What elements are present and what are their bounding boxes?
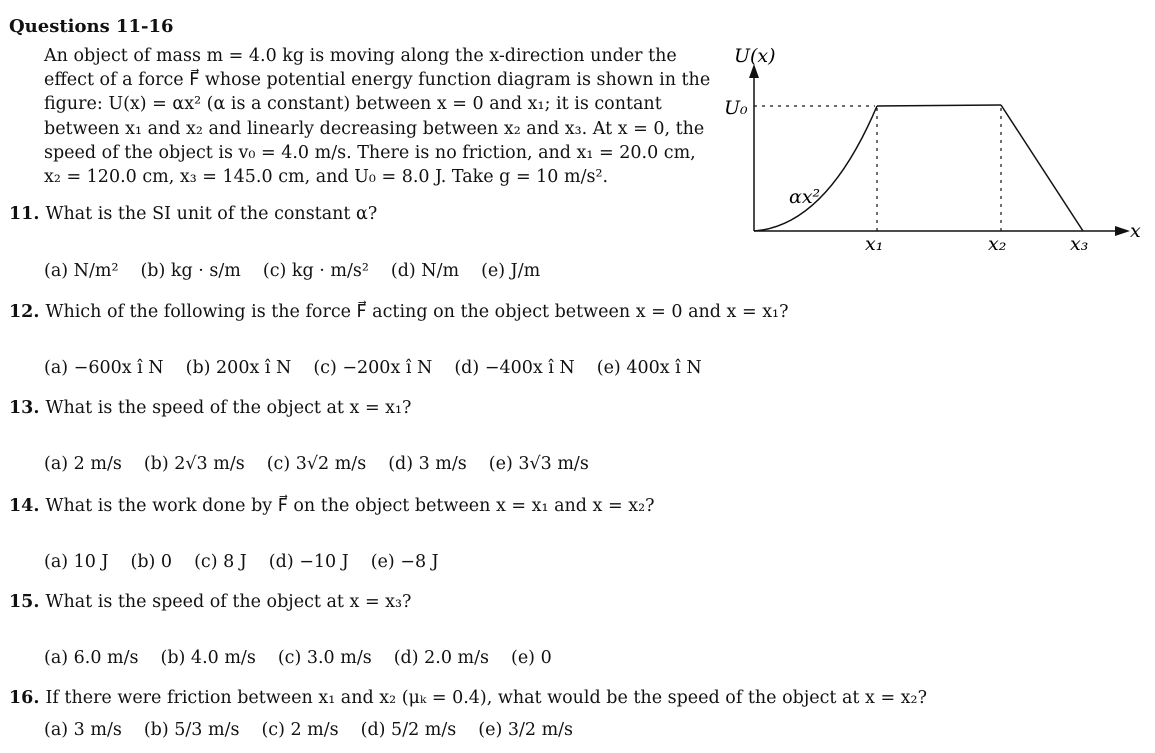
options-14 [44, 552, 461, 572]
question-13 [9, 398, 411, 418]
intro-line: An object of mass m = 4.0 kg is moving along the x-direction under the [44, 46, 677, 66]
intro-line: speed of the object is v₀ = 4.0 m/s. There is no friction, and x₁ = 20.0 cm, [44, 142, 696, 163]
x3-label: x₃ [1070, 233, 1089, 255]
question-number: 11. [9, 204, 40, 224]
question-11 [9, 204, 377, 224]
question-number: 14. [9, 496, 40, 516]
parabola-curve [754, 106, 877, 231]
x1-label: x₁ [865, 233, 884, 255]
question-14 [9, 496, 654, 516]
x-axis-label: x [1130, 220, 1141, 242]
option[interactable]: (c) 3√2 m/s [266, 454, 367, 474]
option[interactable]: (d) 3 m/s [388, 454, 467, 474]
option[interactable]: (c) 8 J [194, 552, 247, 572]
option[interactable]: (e) 0 [511, 648, 552, 668]
question-text: Which of the following is the force F⃗ acting on the object between x = 0 and x = x₁? [45, 302, 789, 322]
x-axis-arrow-icon [1115, 226, 1130, 236]
option[interactable]: (c) 2 m/s [261, 720, 339, 740]
question-12 [9, 302, 788, 322]
option[interactable]: (a) 6.0 m/s [44, 648, 139, 668]
question-16 [9, 688, 927, 708]
option[interactable]: (d) 5/2 m/s [360, 720, 457, 740]
section-header: Questions 11-16 [9, 16, 174, 37]
u0-label: U₀ [724, 97, 748, 119]
option[interactable]: (a) 2 m/s [44, 454, 122, 474]
option[interactable]: (b) 0 [130, 552, 173, 572]
y-axis-label: U(x) [734, 45, 776, 67]
decreasing-segment [1001, 105, 1083, 231]
intro-line: between x₁ and x₂ and linearly decreasing between x₂ and x₃. At x = 0, the [44, 118, 705, 139]
option[interactable]: (e) J/m [481, 261, 541, 281]
question-number: 13. [9, 398, 40, 418]
option[interactable]: (e) 3√3 m/s [488, 454, 589, 474]
option[interactable]: (b) kg · s/m [140, 261, 241, 281]
options-16 [44, 720, 595, 740]
option[interactable]: (b) 5/3 m/s [143, 720, 240, 740]
question-number: 15. [9, 592, 40, 612]
option[interactable]: (d) 2.0 m/s [393, 648, 489, 668]
intro-line: x₂ = 120.0 cm, x₃ = 145.0 cm, and U₀ = 8.0 J. Take g = 10 m/s². [44, 166, 609, 187]
constant-segment [877, 105, 1001, 106]
problem-statement [44, 44, 711, 189]
option[interactable]: (a) 3 m/s [44, 720, 122, 740]
option[interactable]: (b) 2√3 m/s [143, 454, 245, 474]
option[interactable]: (b) 200x î N [185, 358, 292, 378]
option[interactable]: (d) N/m [390, 261, 460, 281]
options-13 [44, 454, 611, 474]
option[interactable]: (d) −10 J [268, 552, 349, 572]
option[interactable]: (e) −8 J [370, 552, 439, 572]
option[interactable]: (a) 10 J [44, 552, 109, 572]
option[interactable]: (c) −200x î N [313, 358, 433, 378]
question-number: 12. [9, 302, 40, 322]
question-text: If there were friction between x₁ and x₂ (μₖ = 0.4), what would be the speed of the object at x = x₂? [45, 688, 927, 708]
curve-label: αx² [789, 186, 821, 208]
question-text: What is the SI unit of the constant α? [45, 204, 378, 224]
option[interactable]: (a) N/m² [44, 261, 119, 281]
option[interactable]: (e) 400x î N [596, 358, 702, 378]
question-number: 16. [9, 688, 40, 708]
options-11 [44, 261, 562, 281]
question-text: What is the work done by F⃗ on the object between x = x₁ and x = x₂? [45, 496, 655, 516]
question-text: What is the speed of the object at x = x₁? [45, 398, 412, 418]
option[interactable]: (c) kg · m/s² [262, 261, 369, 281]
option[interactable]: (c) 3.0 m/s [277, 648, 372, 668]
options-12 [44, 358, 724, 378]
option[interactable]: (d) −400x î N [454, 358, 575, 378]
question-text: What is the speed of the object at x = x₃? [45, 592, 412, 612]
intro-line: effect of a force F⃗ whose potential energy function diagram is shown in the [44, 70, 711, 91]
intro-line: figure: U(x) = αx² (α is a constant) between x = 0 and x₁; it is contant [44, 94, 662, 115]
potential-energy-diagram [718, 40, 1148, 265]
option[interactable]: (e) 3/2 m/s [478, 720, 574, 740]
x2-label: x₂ [988, 233, 1007, 255]
options-15 [44, 648, 574, 668]
question-15 [9, 592, 411, 612]
option[interactable]: (b) 4.0 m/s [160, 648, 256, 668]
option[interactable]: (a) −600x î N [44, 358, 164, 378]
